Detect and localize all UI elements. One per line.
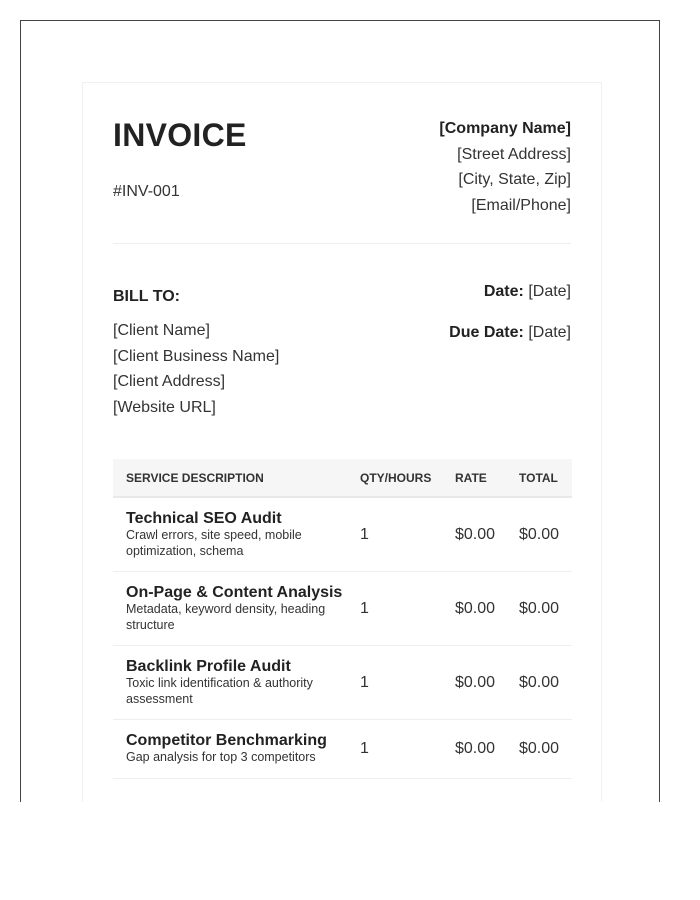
due-date-row (449, 324, 571, 365)
company-name: [Company Name] (439, 120, 571, 137)
total-cell: $0.00 (506, 646, 572, 720)
date-value: [Date] (528, 283, 571, 300)
rate-cell: $0.00 (442, 572, 506, 646)
qty-cell: 1 (347, 720, 442, 779)
table-header-row (113, 459, 572, 497)
company-city: [City, State, Zip] (458, 171, 571, 188)
total-cell: $0.00 (506, 572, 572, 646)
service-cell (113, 497, 347, 572)
service-cell (113, 646, 347, 720)
due-date-value: [Date] (528, 324, 571, 341)
table-row (113, 572, 572, 646)
company-info (439, 116, 571, 218)
qty-cell: 1 (347, 572, 442, 646)
qty-cell: 1 (347, 646, 442, 720)
invoice-dates (449, 283, 571, 365)
bill-to-label: BILL TO: (113, 288, 180, 305)
header-qty: QTY/HOURS (347, 459, 442, 497)
client-info (113, 318, 279, 420)
service-description: Metadata, keyword density, heading structure (126, 602, 326, 632)
date-label: Date: (483, 283, 524, 300)
service-name: Technical SEO Audit (126, 510, 282, 527)
service-description: Gap analysis for top 3 competitors (126, 750, 316, 764)
table-row (113, 720, 572, 779)
service-description: Toxic link identification & authority assessment (126, 676, 313, 706)
service-cell (113, 572, 347, 646)
total-cell: $0.00 (506, 720, 572, 779)
company-contact: [Email/Phone] (471, 196, 571, 214)
invoice-number: #INV-001 (113, 183, 180, 200)
date-row (449, 283, 571, 324)
qty-cell: 1 (347, 497, 442, 572)
service-name: Competitor Benchmarking (126, 732, 327, 749)
service-cell (113, 720, 347, 779)
rate-cell: $0.00 (442, 720, 506, 779)
services-table (113, 459, 572, 779)
rate-cell: $0.00 (442, 497, 506, 572)
service-description: Crawl errors, site speed, mobile optimization, schema (126, 528, 302, 558)
table-row (113, 497, 572, 572)
client-address: [Client Address] (113, 373, 226, 390)
document-frame (20, 20, 660, 802)
service-name: Backlink Profile Audit (126, 658, 291, 675)
invoice-page (82, 82, 602, 802)
header-divider (113, 243, 571, 244)
header-rate: RATE (442, 459, 506, 497)
company-street: [Street Address] (457, 145, 571, 163)
due-date-label: Due Date: (449, 324, 524, 341)
header-total: TOTAL (506, 459, 572, 497)
table-row (113, 646, 572, 720)
invoice-title: INVOICE (113, 117, 247, 153)
client-business-name: [Client Business Name] (113, 347, 280, 365)
rate-cell: $0.00 (442, 646, 506, 720)
service-name: On-Page & Content Analysis (126, 584, 343, 601)
client-name: [Client Name] (113, 322, 210, 339)
header-description: SERVICE DESCRIPTION (113, 459, 347, 497)
total-cell: $0.00 (506, 497, 572, 572)
client-website: [Website URL] (113, 398, 216, 416)
